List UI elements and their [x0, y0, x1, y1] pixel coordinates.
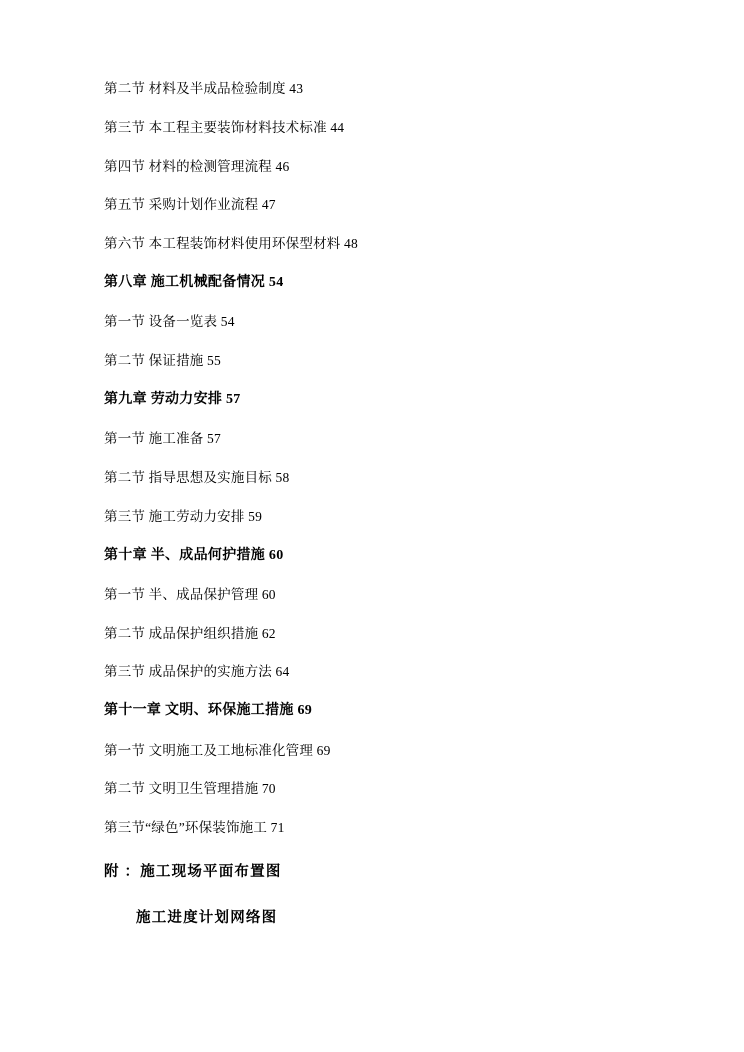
toc-entry: 第二节 文明卫生管理措施 70 [104, 781, 276, 797]
toc-entry: 第三节 施工劳动力安排 59 [104, 508, 263, 524]
toc-chapter-heading: 第十一章 文明、环保施工措施 69 [104, 703, 313, 719]
appendix-title: 附 ：施工现场平面布置图 [104, 863, 282, 880]
toc-entry: 第四节 材料的检测管理流程 46 [104, 158, 290, 174]
toc-entry: 第六节 本工程装饰材料使用环保型材料 48 [104, 236, 358, 252]
toc-entry: 第一节 半、成品保护管理 60 [104, 586, 276, 602]
toc-entry: 第一节 设备一览表 54 [104, 314, 235, 330]
toc-entry: 第二节 保证措施 55 [104, 353, 221, 369]
toc-entry: 第一节 文明施工及工地标准化管理 69 [104, 742, 331, 758]
toc-entry: 第三节 成品保护的实施方法 64 [104, 664, 290, 680]
appendix-item: 施工进度计划网络图 [136, 909, 278, 926]
toc-entry: 第五节 采购计划作业流程 47 [104, 197, 276, 213]
toc-entry: 第二节 指导思想及实施目标 58 [104, 469, 290, 485]
toc-entry: 第三节“绿色”环保装饰施工 71 [104, 820, 285, 836]
toc-entry: 第一节 施工准备 57 [104, 431, 221, 447]
toc-entry: 第二节 成品保护组织措施 62 [104, 625, 276, 641]
table-of-contents [104, 82, 672, 835]
toc-entry: 第二节 材料及半成品检验制度 43 [104, 81, 304, 96]
toc-chapter-heading: 第八章 施工机械配备情况 54 [104, 274, 284, 290]
toc-entry: 第三节 本工程主要装饰材料技术标准 44 [104, 119, 345, 135]
toc-chapter-heading: 第十章 半、成品何护措施 60 [104, 547, 284, 563]
appendix-section [104, 860, 672, 927]
toc-chapter-heading: 第九章 劳动力安排 57 [104, 391, 241, 407]
